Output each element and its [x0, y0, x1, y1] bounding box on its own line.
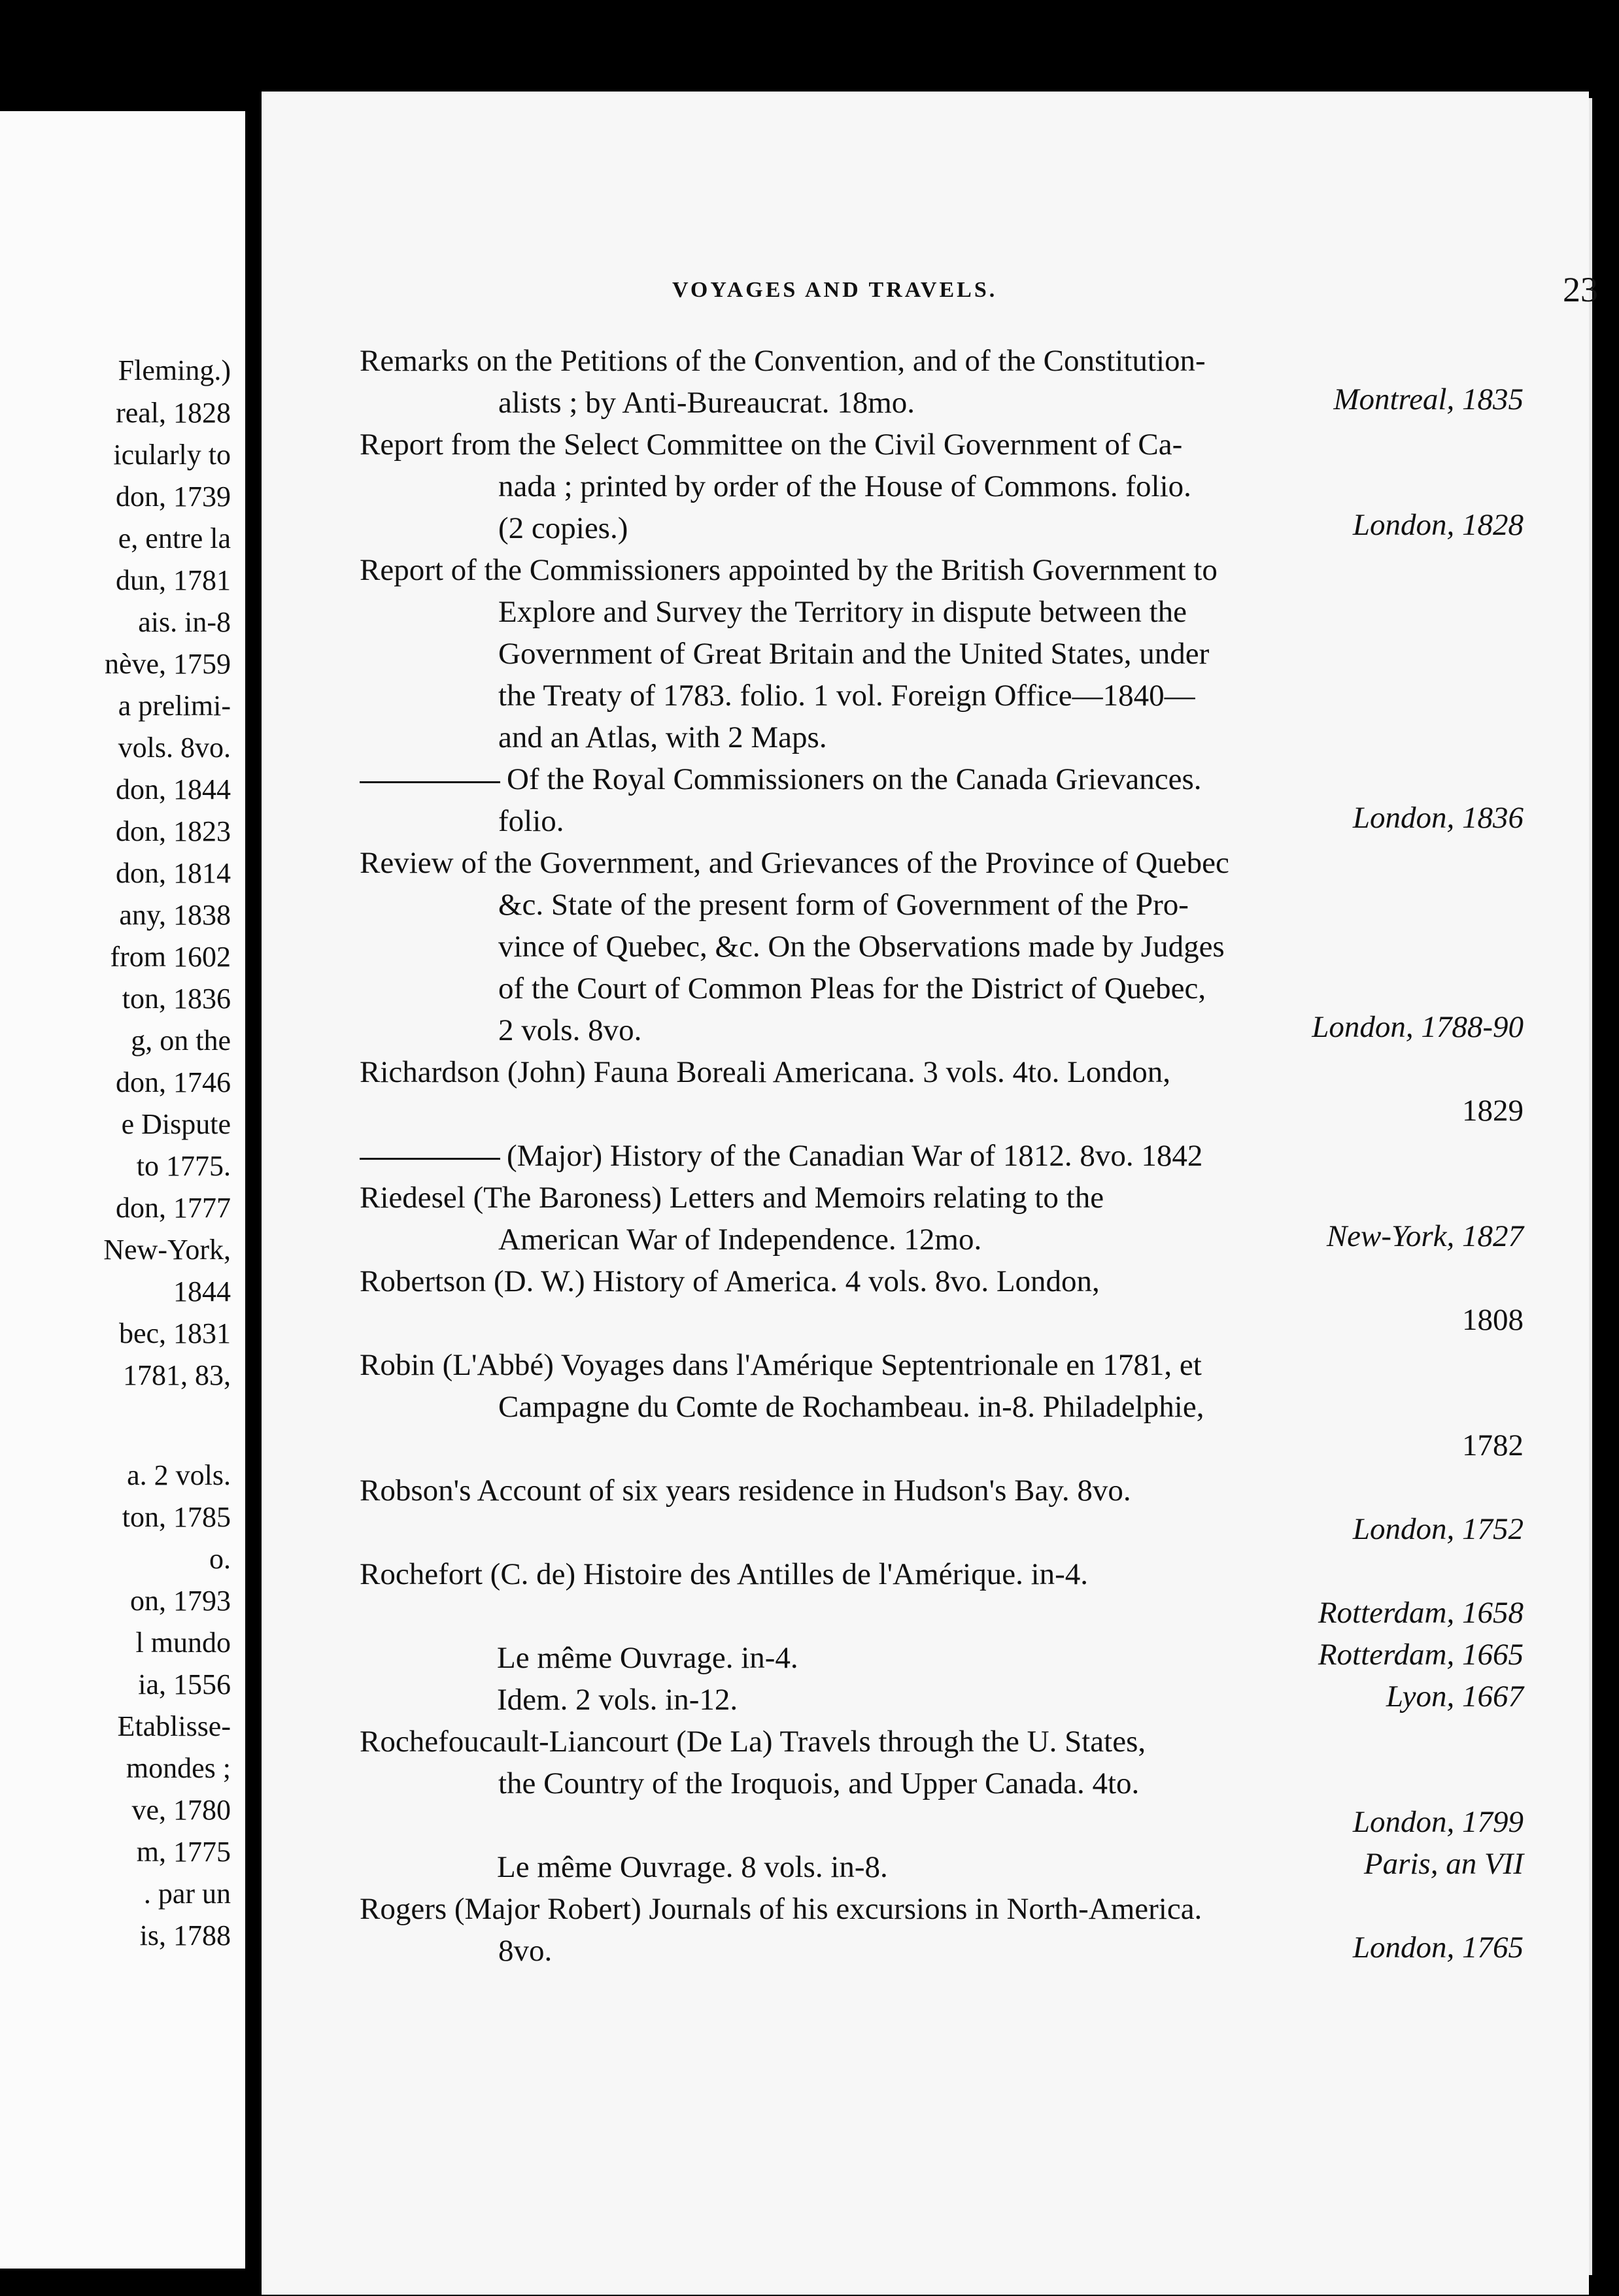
entry-line: and an Atlas, with 2 Maps.	[498, 720, 827, 754]
left-page-line: New-York,	[103, 1234, 231, 1266]
entry-line: Robertson (D. W.) History of America. 4 vols. 8vo. London,	[360, 1264, 1100, 1298]
left-page-line: don, 1844	[116, 773, 231, 805]
left-page-line: nève, 1759	[104, 648, 231, 680]
entry-line: of the Court of Common Pleas for the District of Quebec,	[498, 971, 1206, 1005]
entry-line: folio.	[498, 804, 564, 838]
left-page-line: don, 1777	[116, 1192, 231, 1224]
entry-line: 8vo.	[498, 1934, 553, 1968]
left-page-line: vols. 8vo.	[118, 732, 231, 764]
left-page-line: g, on the	[131, 1024, 231, 1056]
left-page-line: icularly to	[113, 439, 231, 471]
entry-date: Paris, an VII	[1363, 1847, 1524, 1881]
left-page-line: ia, 1556	[138, 1668, 231, 1700]
entry-line: &c. State of the present form of Government of the Pro-	[498, 888, 1189, 922]
left-page-line: ton, 1836	[122, 983, 231, 1015]
entry-line: Remarks on the Petitions of the Convention, and of the Constitution-	[360, 344, 1206, 378]
entry-line: Richardson (John) Fauna Boreali Americana. 3 vols. 4to. London,	[360, 1055, 1171, 1089]
left-page-line: a. 2 vols.	[127, 1459, 231, 1491]
entry-line: Campagne du Comte de Rochambeau. in-8. Philadelphie,	[498, 1390, 1204, 1424]
entry-line: alists ; by Anti-Bureaucrat. 18mo.	[498, 386, 915, 420]
entry-date: London, 1836	[1352, 801, 1524, 835]
left-page-line: 1781, 83,	[123, 1359, 231, 1391]
entry-date: 1782	[1462, 1428, 1524, 1462]
left-page-line: to 1775.	[136, 1150, 231, 1182]
left-page-line: o.	[209, 1543, 231, 1575]
left-page-line: any, 1838	[119, 899, 231, 931]
entry-line: the Treaty of 1783. folio. 1 vol. Foreign Office—1840—	[498, 679, 1195, 713]
left-page-line: mondes ;	[126, 1752, 231, 1784]
entry-date: Rotterdam, 1665	[1318, 1638, 1524, 1672]
entry-line: Le même Ouvrage. in-4.	[497, 1641, 798, 1675]
entry-date: 1808	[1462, 1303, 1524, 1337]
left-page-line: e Dispute	[121, 1108, 231, 1140]
entry-line: Riedesel (The Baroness) Letters and Memoirs relating to the	[360, 1181, 1104, 1215]
entry-date: London, 1828	[1352, 508, 1524, 542]
left-page-line: on, 1793	[130, 1585, 231, 1617]
entry-date: London, 1765	[1352, 1931, 1524, 1965]
entry-date: New-York, 1827	[1326, 1219, 1524, 1253]
entry-line: Robson's Account of six years residence in Hudson's Bay. 8vo.	[360, 1474, 1131, 1508]
entry-date: 1829	[1462, 1094, 1524, 1128]
entry-date: London, 1788-90	[1312, 1010, 1524, 1044]
entry-line: Rochefoucault-Liancourt (De La) Travels through the U. States,	[360, 1725, 1146, 1759]
entry-line: Explore and Survey the Territory in dispute between the	[498, 595, 1187, 629]
left-page-line: don, 1746	[116, 1066, 231, 1098]
left-page-line: from 1602	[110, 941, 231, 973]
entry-date: Rotterdam, 1658	[1318, 1596, 1524, 1630]
running-head: VOYAGES AND TRAVELS.	[672, 278, 998, 302]
entry-line: Idem. 2 vols. in-12.	[497, 1683, 738, 1717]
entry-text: Of the Royal Commissioners on the Canada Grievances.	[507, 762, 1202, 796]
entry-text: (Major) History of the Canadian War of 1812. 8vo. 1842	[507, 1139, 1203, 1173]
entry-line: (2 copies.)	[498, 511, 628, 545]
entry-line: Review of the Government, and Grievances of the Province of Quebec	[360, 846, 1229, 880]
entry-line: American War of Independence. 12mo.	[498, 1223, 982, 1257]
entry-date: London, 1799	[1352, 1805, 1524, 1839]
left-page-line: a prelimi-	[118, 690, 231, 722]
left-page-line: real, 1828	[116, 397, 231, 429]
right-page	[262, 92, 1598, 2295]
left-page-line: m, 1775	[136, 1836, 231, 1868]
left-page-line: ve, 1780	[131, 1794, 231, 1826]
entry-line: Government of Great Britain and the United States, under	[498, 637, 1210, 671]
left-page-line: don, 1739	[116, 481, 231, 513]
left-page-line: is, 1788	[139, 1919, 231, 1951]
entry-line: Report from the Select Committee on the Civil Government of Ca-	[360, 428, 1183, 462]
left-page-line: dun, 1781	[116, 564, 231, 596]
entry-date: London, 1752	[1352, 1512, 1524, 1546]
left-page-line: ais. in-8	[138, 606, 231, 638]
entry-line: Rogers (Major Robert) Journals of his excursions in North-America.	[360, 1892, 1202, 1926]
entry-line: the Country of the Iroquois, and Upper Canada. 4to.	[498, 1766, 1140, 1800]
entry-line	[360, 758, 1201, 800]
entry-line: Rochefort (C. de) Histoire des Antilles de l'Amérique. in-4.	[360, 1557, 1089, 1591]
left-page-line: ton, 1785	[122, 1501, 231, 1533]
left-page-line: don, 1823	[116, 815, 231, 847]
ditto-rule	[360, 781, 500, 783]
left-page-line: l mundo	[135, 1627, 231, 1659]
entry-line: Le même Ouvrage. 8 vols. in-8.	[497, 1850, 888, 1884]
entry-line: Robin (L'Abbé) Voyages dans l'Amérique Septentrionale en 1781, et	[360, 1348, 1202, 1382]
ditto-rule	[360, 1158, 500, 1160]
left-page	[0, 111, 245, 2269]
entry-line	[360, 1135, 1202, 1177]
entry-line: nada ; printed by order of the House of Commons. folio.	[498, 469, 1191, 503]
entry-line: vince of Quebec, &c. On the Observations made by Judges	[498, 930, 1225, 964]
entry-line: 2 vols. 8vo.	[498, 1013, 642, 1047]
entry-date: Montreal, 1835	[1333, 382, 1524, 416]
left-page-line: e, entre la	[118, 522, 231, 554]
left-page-line: Fleming.)	[118, 354, 231, 386]
left-page-line: bec, 1831	[118, 1317, 231, 1349]
left-page-line: 1844	[173, 1275, 231, 1308]
left-page-line: . par un	[143, 1878, 231, 1910]
left-page-line: Etablisse-	[117, 1710, 231, 1742]
entry-date: Lyon, 1667	[1386, 1680, 1524, 1714]
entry-line: Report of the Commissioners appointed by the British Government to	[360, 553, 1218, 587]
page-number: 23	[1563, 270, 1598, 309]
left-page-line: don, 1814	[116, 857, 231, 889]
